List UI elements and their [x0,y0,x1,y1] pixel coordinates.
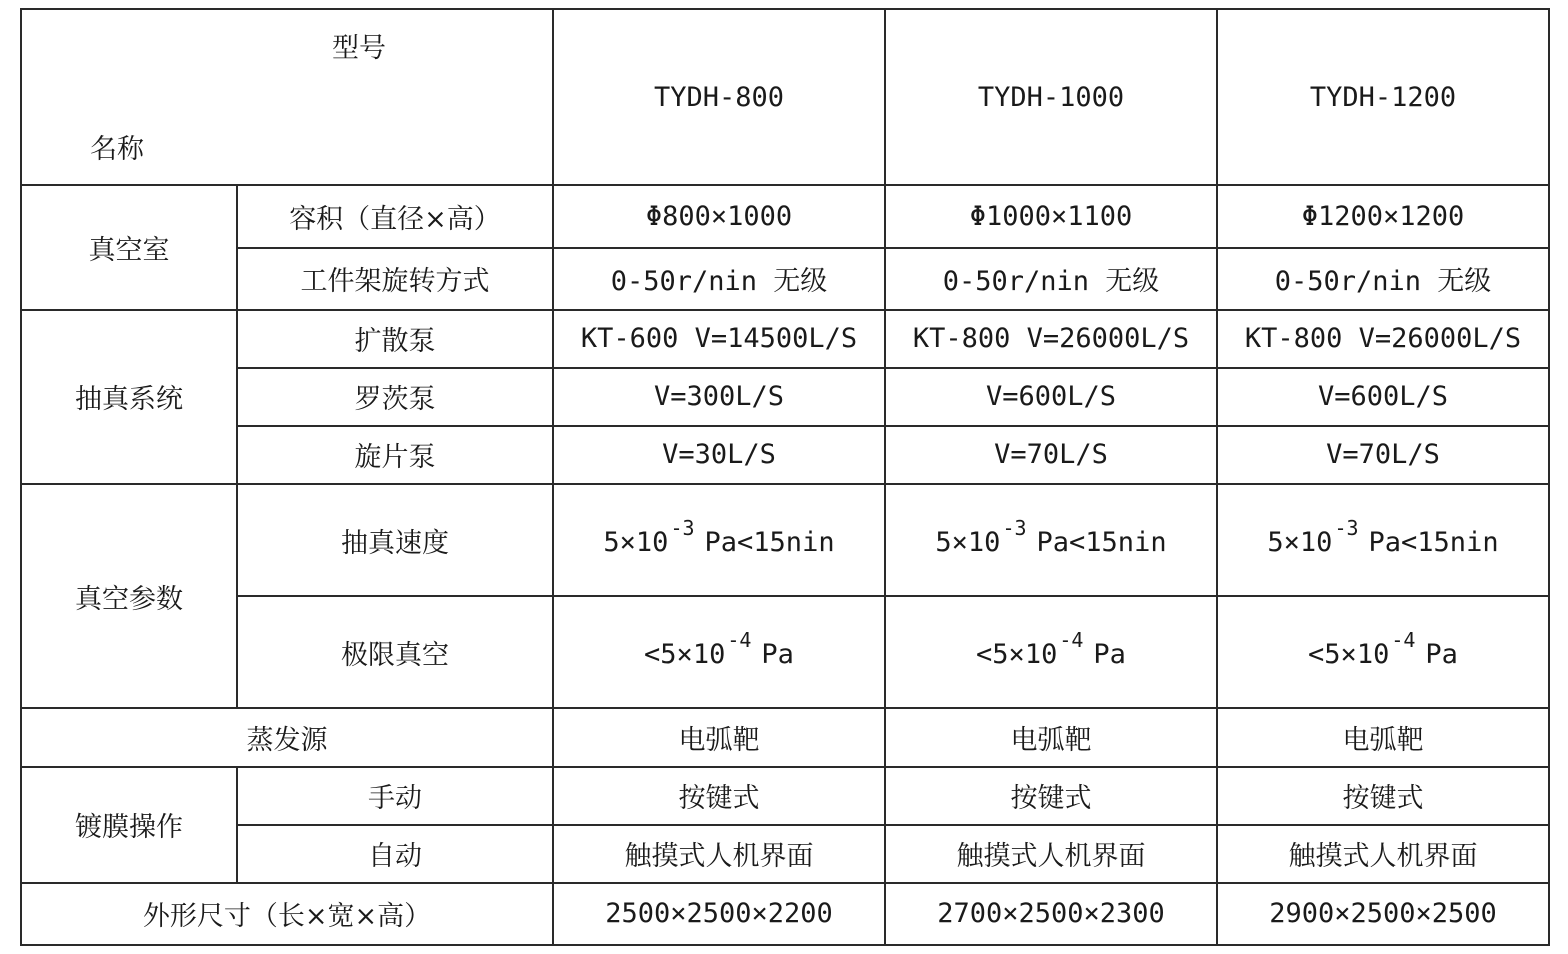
value-cell: 电弧靶 [1217,708,1549,766]
model-header-1: TYDH-800 [553,9,885,185]
value-cell [885,484,1217,596]
table-row [21,484,1549,596]
corner-bottom-label: 名称 [90,134,144,166]
spec-table [20,8,1550,946]
group-pumping-system: 抽真系统 [21,310,237,484]
header-row [21,9,1549,185]
value-cell: KT-600 V=14500L/S [553,310,885,368]
table-row [21,248,1549,310]
sci-tail: Pa<15nin [1036,527,1167,559]
value-cell [1217,484,1549,596]
group-vacuum-chamber: 真空室 [21,185,237,309]
label-roots-pump: 罗茨泵 [237,368,553,426]
value-cell: V=300L/S [553,368,885,426]
value-cell: KT-800 V=26000L/S [885,310,1217,368]
value-cell: 按键式 [885,767,1217,825]
sci-base: 5×10 [935,527,1001,559]
value-cell: 电弧靶 [553,708,885,766]
sci-tail: Pa [1425,639,1458,671]
value-cell: 触摸式人机界面 [1217,825,1549,883]
label-pumping-speed: 抽真速度 [237,484,553,596]
table-row [21,185,1549,247]
label-ultimate-vacuum: 极限真空 [237,596,553,708]
value-cell: 按键式 [1217,767,1549,825]
value-cell: Φ1000×1100 [885,185,1217,247]
model-header-2: TYDH-1000 [885,9,1217,185]
value-cell: Φ1200×1200 [1217,185,1549,247]
value-cell: Φ800×1000 [553,185,885,247]
sci-base: <5×10 [644,639,726,671]
table-row [21,767,1549,825]
value-cell: 电弧靶 [885,708,1217,766]
label-auto: 自动 [237,825,553,883]
sci-exponent: -3 [670,516,695,541]
value-cell: 0-50r/nin 无级 [885,248,1217,310]
sci-tail: Pa<15nin [704,527,835,559]
sci-tail: Pa [1093,639,1126,671]
sci-exponent: -3 [1002,516,1027,541]
value-cell: KT-800 V=26000L/S [1217,310,1549,368]
group-coating-operation: 镀膜操作 [21,767,237,883]
value-cell: 触摸式人机界面 [553,825,885,883]
sci-exponent: -4 [1391,628,1416,653]
table-row [21,883,1549,945]
table-row [21,426,1549,484]
corner-top-label: 型号 [332,33,386,64]
value-cell: V=70L/S [1217,426,1549,484]
value-cell: V=70L/S [885,426,1217,484]
value-cell: V=30L/S [553,426,885,484]
table-row [21,596,1549,708]
label-rotation: 工件架旋转方式 [237,248,553,310]
label-evaporation-source: 蒸发源 [21,708,553,766]
sci-tail: Pa [761,639,794,671]
table-row [21,825,1549,883]
model-header-3: TYDH-1200 [1217,9,1549,185]
sci-base: <5×10 [976,639,1058,671]
value-cell [553,596,885,708]
value-cell: V=600L/S [885,368,1217,426]
sci-tail: Pa<15nin [1368,527,1499,559]
sci-exponent: -3 [1334,516,1359,541]
value-cell [553,484,885,596]
label-volume: 容积（直径×高） [237,185,553,247]
value-cell [885,596,1217,708]
spec-table-sheet [20,8,1548,946]
value-cell [1217,596,1549,708]
value-cell: 触摸式人机界面 [885,825,1217,883]
value-cell: 0-50r/nin 无级 [553,248,885,310]
sci-exponent: -4 [727,628,752,653]
label-diffusion-pump: 扩散泵 [237,310,553,368]
value-cell: 按键式 [553,767,885,825]
value-cell: 2900×2500×2500 [1217,883,1549,945]
label-manual: 手动 [237,767,553,825]
label-dimensions: 外形尺寸（长×宽×高） [21,883,553,945]
value-cell: 0-50r/nin 无级 [1217,248,1549,310]
value-cell: V=600L/S [1217,368,1549,426]
sci-base: 5×10 [603,527,669,559]
sci-base: <5×10 [1308,639,1390,671]
table-row [21,708,1549,766]
table-row [21,310,1549,368]
value-cell: 2700×2500×2300 [885,883,1217,945]
table-row [21,368,1549,426]
corner-header-cell [21,9,553,185]
value-cell: 2500×2500×2200 [553,883,885,945]
sci-exponent: -4 [1059,628,1084,653]
sci-base: 5×10 [1267,527,1333,559]
label-rotary-pump: 旋片泵 [237,426,553,484]
group-vacuum-params: 真空参数 [21,484,237,708]
